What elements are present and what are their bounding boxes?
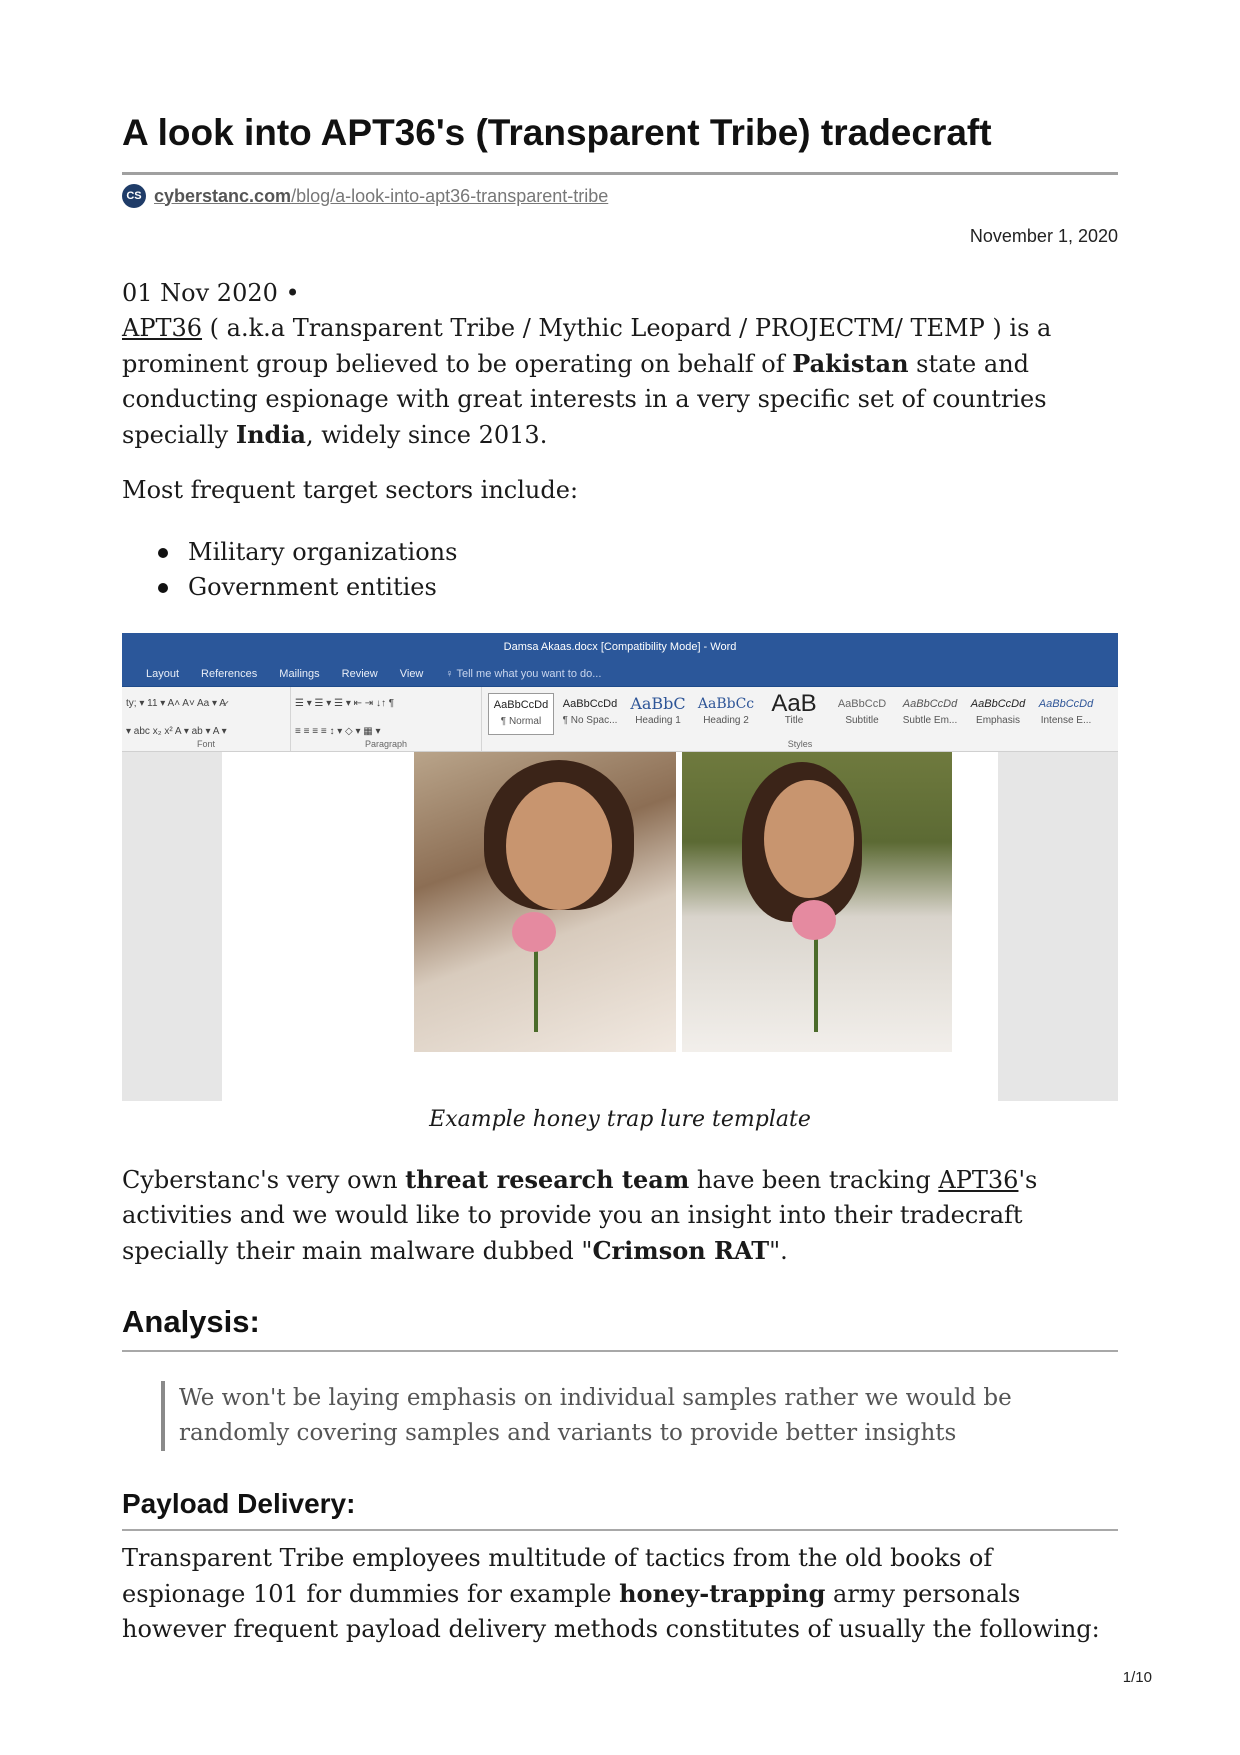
menu-references: References [201, 667, 258, 680]
page-number: 1/10 [1122, 1669, 1152, 1686]
bullet-icon [158, 583, 168, 593]
ribbon-styles-group [482, 687, 1118, 751]
site-logo-icon: CS [122, 184, 146, 208]
style-heading-2: AaBbCc Heading 2 [697, 696, 755, 726]
word-ribbon [122, 687, 1118, 752]
analysis-heading: Analysis: [122, 1304, 260, 1339]
intro-text-1: ( a.k.a Transparent Tribe / Mythic Leopard / PROJECTM/ TEMP ) is a prominent group believed to be operating on behalf of [122, 314, 1052, 378]
tell-me-box: ♀ Tell me what you want to do... [445, 667, 602, 680]
word-document-page [222, 752, 998, 1101]
list-item-label: Government entities [188, 573, 437, 601]
analysis-divider [122, 1350, 1118, 1352]
intro-bold-pakistan: Pakistan [792, 349, 909, 378]
menu-view: View [399, 667, 424, 680]
photo-face [506, 782, 612, 910]
menu-layout: Layout [146, 667, 180, 680]
list-item [122, 570, 1118, 605]
payload-text-2: army personals however frequent payload delivery methods constitutes of usually the following: [122, 1580, 1100, 1643]
research-paragraph [122, 1162, 1118, 1269]
intro-text-2: state and conducting espionage with great interests in a very specific set of countries specially [122, 350, 1047, 449]
payload-heading: Payload Delivery: [122, 1488, 356, 1519]
article-title: A look into APT36's (Transparent Tribe) tradecraft [122, 112, 992, 153]
para2-bold-team: threat research team [405, 1165, 690, 1194]
group-label-styles: Styles [787, 739, 813, 749]
source-domain: cyberstanc.com [154, 185, 292, 206]
word-title-bar: Damsa Akaas.docx [Compatibility Mode] - Word [122, 633, 1118, 661]
honey-trap-figure [122, 633, 1118, 1101]
list-item [122, 535, 1118, 570]
word-menu-bar [122, 661, 1118, 687]
font-tools-row-2: ▾ abc x₂ x² A ▾ ab ▾ A ▾ [126, 726, 227, 737]
byline: 01 Nov 2020 • [122, 279, 300, 307]
group-label-font: Font [196, 739, 215, 749]
header-date: November 1, 2020 [969, 226, 1118, 246]
style-subtitle: AaBbCcD Subtitle [837, 698, 887, 726]
list-item-label: Military organizations [188, 538, 458, 566]
source-link[interactable] [154, 186, 608, 207]
style-heading-1: AaBbC Heading 1 [630, 694, 686, 726]
lure-photo-right [682, 752, 952, 1052]
intro-block [122, 276, 1118, 453]
para-tools-row-2: ≡ ≡ ≡ ≡ ↕ ▾ ◇ ▾ ▦ ▾ [295, 726, 381, 737]
payload-text-1: Transparent Tribe employees multitude of tactics from the old books of espionage 101 for dummies for example [122, 1544, 993, 1608]
menu-review: Review [341, 667, 378, 680]
para2-text-1: Cyberstanc's very own [122, 1166, 406, 1194]
font-tools-row-1: ty; ▾ 11 ▾ A˄ A˅ Aa ▾ A̷ [126, 698, 226, 709]
payload-bold-honey: honey-trapping [619, 1579, 826, 1608]
apt36-link[interactable]: APT36 [122, 314, 203, 342]
figure-caption: Example honey trap lure template [429, 1107, 811, 1132]
title-divider [122, 172, 1118, 175]
sectors-intro: Most frequent target sectors include: [122, 476, 579, 504]
rose-icon [792, 900, 836, 940]
para2-bold-crimson: Crimson RAT [592, 1236, 770, 1265]
para-tools-row-1: ☰ ▾ ☰ ▾ ☰ ▾ ⇤ ⇥ ↓↑ ¶ [295, 698, 395, 709]
style-normal: AaBbCcDd ¶ Normal [488, 693, 554, 735]
intro-text-3: , widely since 2013. [305, 421, 548, 449]
payload-paragraph [122, 1541, 1118, 1647]
para2-text-4: ". [769, 1237, 788, 1265]
rose-stem [534, 942, 538, 1032]
photo-face [764, 780, 854, 898]
source-path: /blog/a-look-into-apt36-transparent-tribe [291, 185, 609, 206]
menu-mailings: Mailings [279, 667, 320, 680]
style-title: AaB Title [771, 693, 817, 726]
para2-text-3: 's activities and we would like to provide you an insight into their tradecraft specially their main malware dubbed " [122, 1166, 1038, 1265]
ribbon-font-group [122, 687, 291, 751]
styles-gallery [482, 687, 1118, 741]
style-intense-emphasis: AaBbCcDd Intense E... [1038, 698, 1094, 726]
para2-text-2: have been tracking [689, 1166, 939, 1194]
bullet-icon [158, 548, 168, 558]
group-label-paragraph: Paragraph [364, 739, 408, 749]
style-emphasis: AaBbCcDd Emphasis [970, 698, 1026, 726]
sectors-list [122, 535, 1118, 605]
style-no-spacing: AaBbCcDd ¶ No Spac... [562, 698, 618, 726]
intro-bold-india: India [235, 420, 306, 449]
word-document-area [122, 752, 1118, 1101]
intro-paragraph [122, 311, 1118, 453]
apt36-link-2[interactable]: APT36 [938, 1166, 1019, 1194]
payload-divider [122, 1529, 1118, 1531]
source-line [122, 184, 608, 208]
lure-photo-left [414, 752, 676, 1052]
rose-icon [512, 912, 556, 952]
analysis-quote: We won't be laying emphasis on individual samples rather we would be randomly covering samples and variants to provide better insights [161, 1381, 1079, 1451]
ribbon-paragraph-group [291, 687, 482, 751]
style-subtle-emphasis: AaBbCcDd Subtle Em... [902, 698, 958, 726]
